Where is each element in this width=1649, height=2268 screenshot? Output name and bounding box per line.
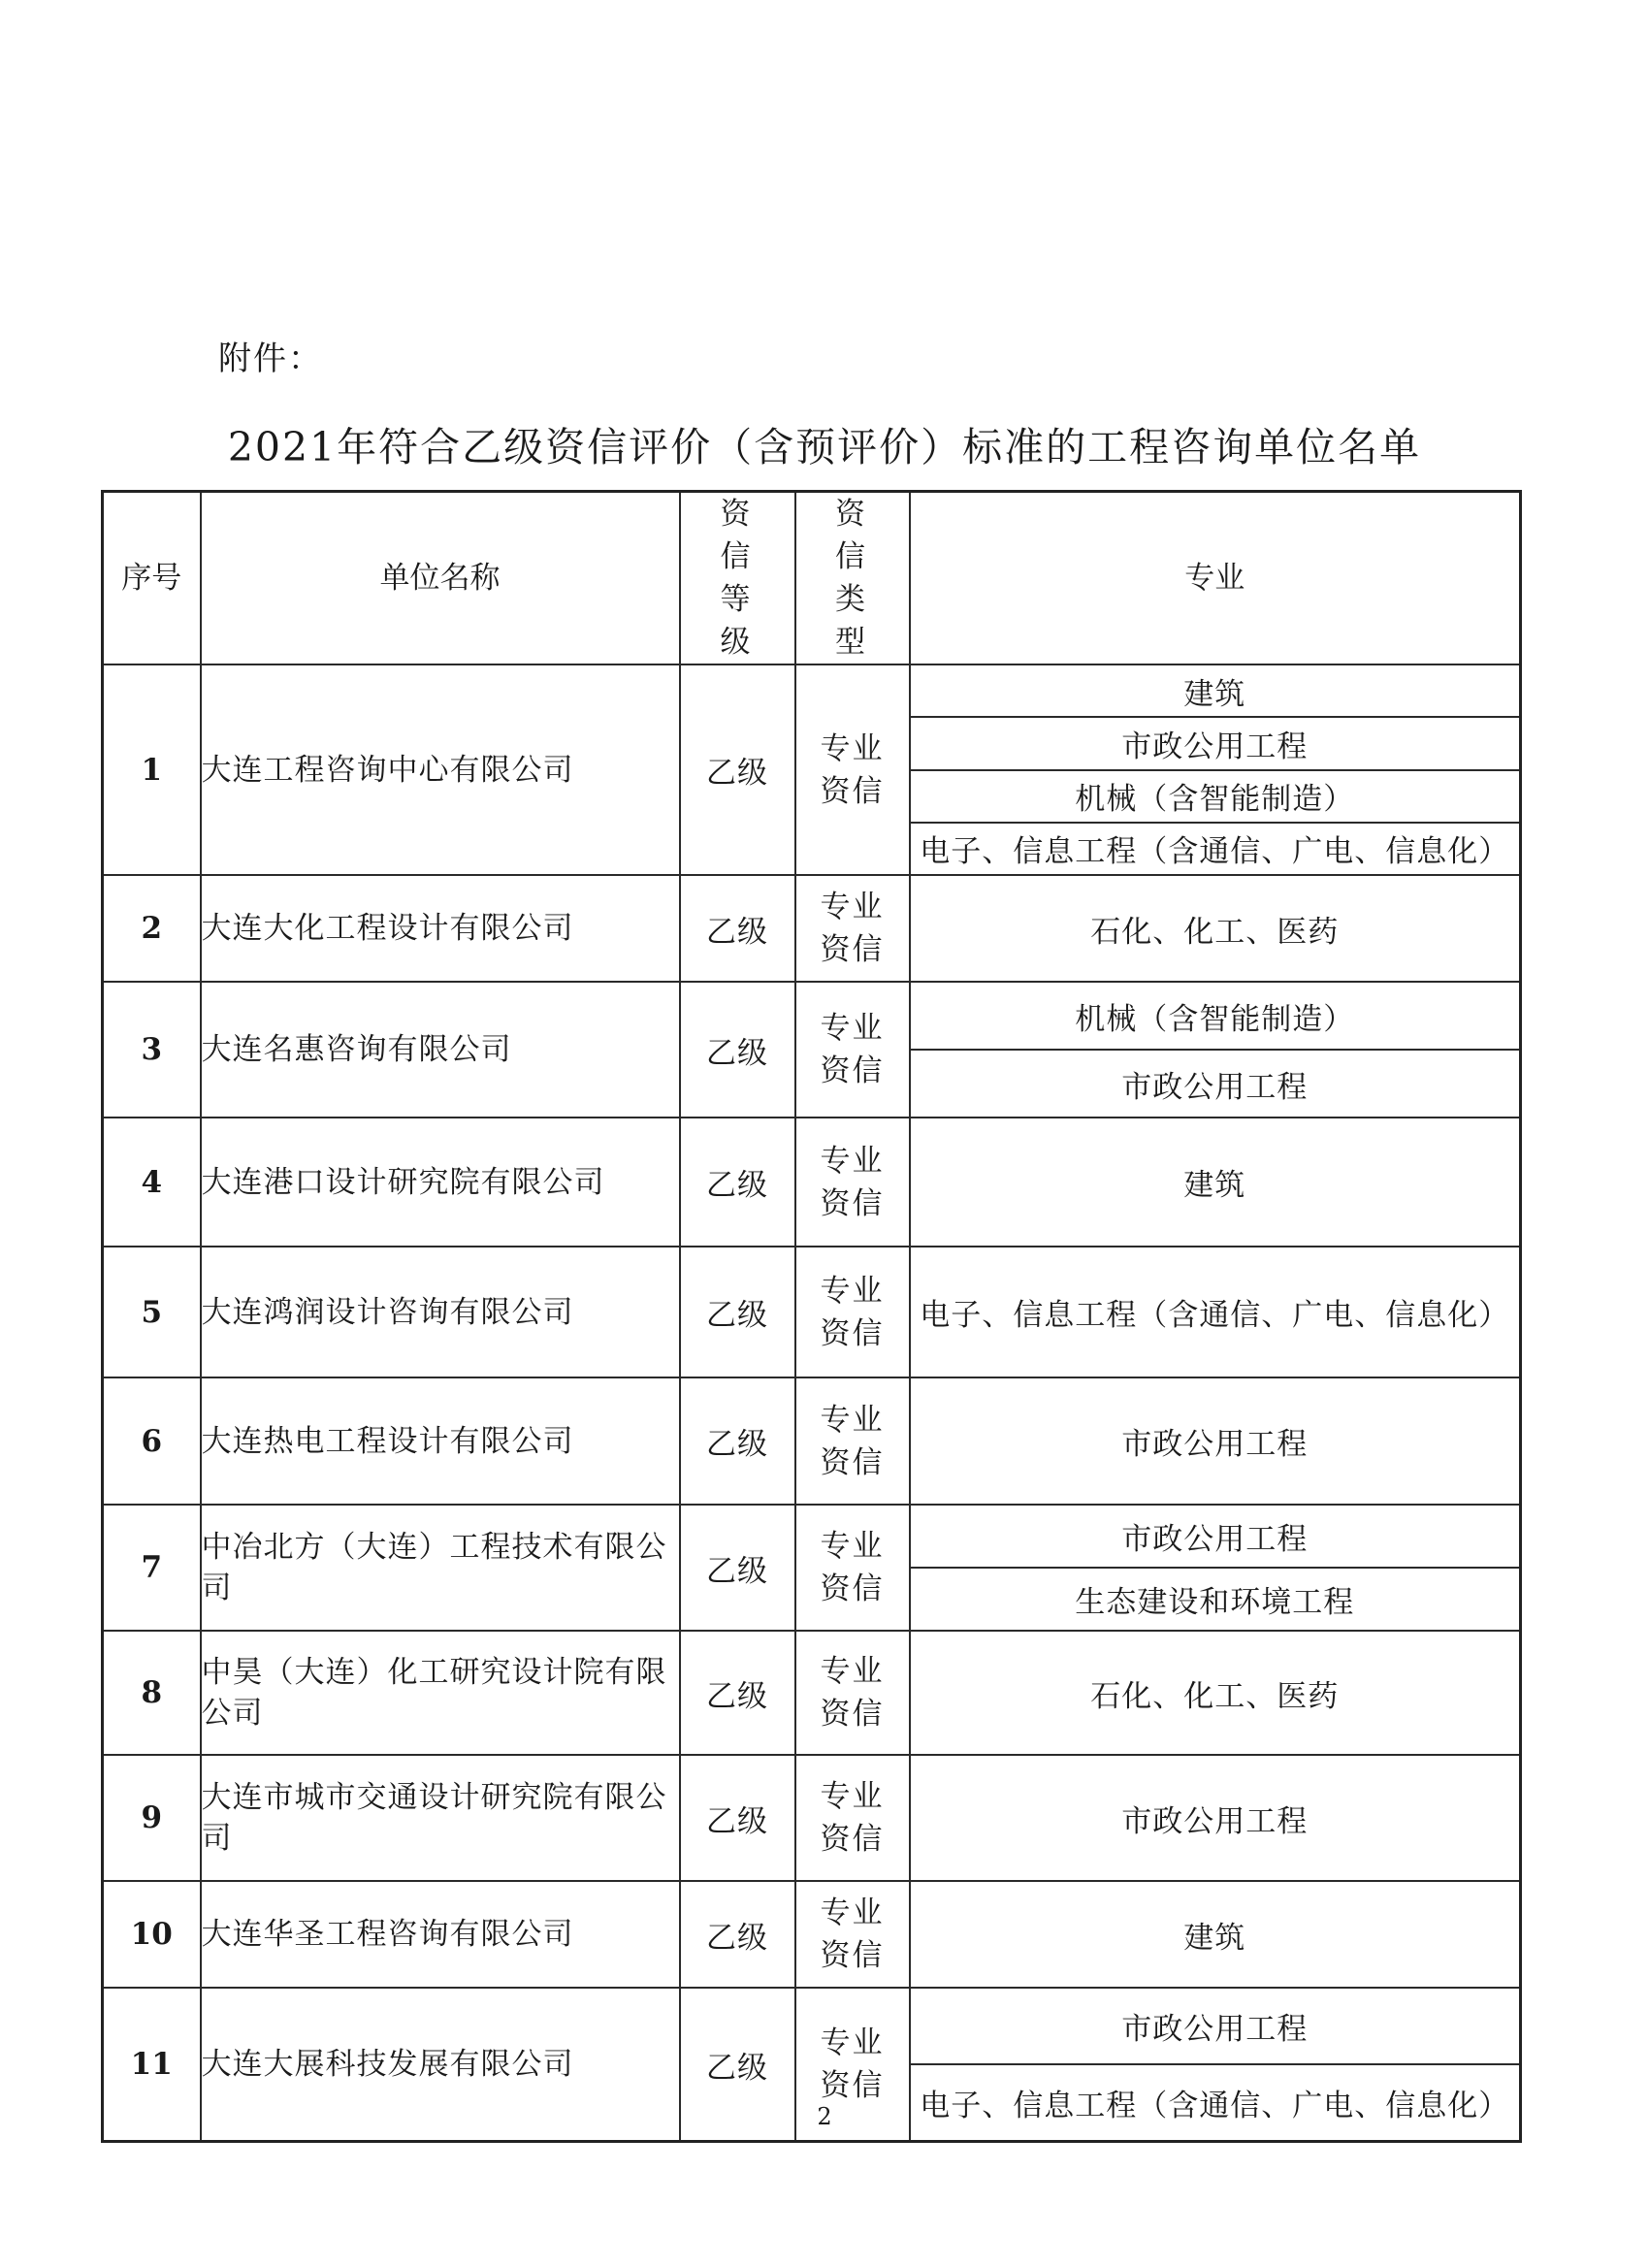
table-row bbox=[103, 1377, 1521, 1505]
credit-level: 乙级 bbox=[680, 1881, 795, 1988]
specialty-cell bbox=[910, 1377, 1521, 1505]
specialty-cell bbox=[910, 1247, 1521, 1377]
row-number: 7 bbox=[103, 1505, 201, 1631]
row-number: 2 bbox=[103, 875, 201, 982]
row-number: 1 bbox=[103, 664, 201, 875]
specialty-item: 电子、信息工程（含通信、广电、信息化） bbox=[911, 2063, 1520, 2140]
credit-type bbox=[795, 664, 910, 875]
company-name: 大连港口设计研究院有限公司 bbox=[201, 1118, 680, 1247]
credit-type-line: 专业 bbox=[820, 1143, 885, 1179]
credit-type-line: 资信 bbox=[820, 773, 885, 809]
table-row bbox=[103, 982, 1521, 1118]
company-name: 中昊（大连）化工研究设计院有限公司 bbox=[201, 1631, 680, 1755]
header-type bbox=[795, 492, 910, 665]
credit-type bbox=[795, 1247, 910, 1377]
table-header-row bbox=[103, 492, 1521, 665]
credit-type-line: 专业 bbox=[820, 1779, 885, 1814]
specialty-item: 市政公用工程 bbox=[1121, 2012, 1309, 2047]
credit-type-line: 资信 bbox=[820, 1444, 885, 1480]
credit-level: 乙级 bbox=[680, 1377, 795, 1505]
credit-type-line: 资信 bbox=[820, 1938, 885, 1973]
specialty-item: 市政公用工程 bbox=[1121, 1522, 1309, 1557]
company-name: 大连工程咨询中心有限公司 bbox=[201, 664, 680, 875]
page-number: 2 bbox=[817, 2103, 832, 2130]
company-name: 大连大化工程设计有限公司 bbox=[201, 875, 680, 982]
credit-type-line: 专业 bbox=[820, 2025, 885, 2060]
credit-type-line: 专业 bbox=[820, 1895, 885, 1930]
company-name: 大连华圣工程咨询有限公司 bbox=[201, 1881, 680, 1988]
table-row bbox=[103, 1118, 1521, 1247]
specialty-item: 电子、信息工程（含通信、广电、信息化） bbox=[911, 822, 1520, 874]
credit-type-line: 资信 bbox=[820, 1697, 885, 1732]
company-name: 大连鸿润设计咨询有限公司 bbox=[201, 1247, 680, 1377]
credit-type bbox=[795, 875, 910, 982]
specialty-item: 市政公用工程 bbox=[911, 1049, 1520, 1117]
header-no: 序号 bbox=[103, 492, 201, 665]
specialty-cell bbox=[910, 1631, 1521, 1755]
credit-type bbox=[795, 982, 910, 1118]
specialty-cell bbox=[910, 664, 1521, 875]
specialty-item: 建筑 bbox=[1183, 1920, 1246, 1956]
row-number: 9 bbox=[103, 1755, 201, 1881]
credit-type-line: 专业 bbox=[820, 890, 885, 924]
company-name: 大连名惠咨询有限公司 bbox=[201, 982, 680, 1118]
table-row bbox=[103, 1881, 1521, 1988]
header-level-line: 等 级 bbox=[720, 582, 764, 660]
table-row bbox=[103, 1247, 1521, 1377]
credit-type-line: 资信 bbox=[820, 932, 885, 967]
credit-level: 乙级 bbox=[680, 1988, 795, 2142]
credit-type bbox=[795, 1631, 910, 1755]
header-name: 单位名称 bbox=[201, 492, 680, 665]
row-number: 3 bbox=[103, 982, 201, 1118]
specialty-item: 生态建设和环境工程 bbox=[911, 1567, 1520, 1630]
specialty-item: 市政公用工程 bbox=[1121, 1803, 1309, 1839]
credit-type-line: 资信 bbox=[820, 1571, 885, 1606]
header-spec: 专业 bbox=[910, 492, 1521, 665]
credit-level: 乙级 bbox=[680, 664, 795, 875]
credit-type bbox=[795, 1881, 910, 1988]
specialty-cell bbox=[910, 1505, 1521, 1631]
credit-level: 乙级 bbox=[680, 1505, 795, 1631]
credit-type-line: 专业 bbox=[820, 1654, 885, 1689]
company-name: 大连热电工程设计有限公司 bbox=[201, 1377, 680, 1505]
specialty-cell bbox=[910, 1755, 1521, 1881]
credit-type-line: 资信 bbox=[820, 1053, 885, 1088]
credit-level: 乙级 bbox=[680, 1247, 795, 1377]
specialty-cell bbox=[910, 1881, 1521, 1988]
credit-type-line: 专业 bbox=[820, 1529, 885, 1564]
credit-type-line: 资信 bbox=[820, 1185, 885, 1221]
company-name: 大连大展科技发展有限公司 bbox=[201, 1988, 680, 2142]
credit-level: 乙级 bbox=[680, 1755, 795, 1881]
credit-type-line: 资信 bbox=[820, 1315, 885, 1351]
attachment-label: 附件： bbox=[218, 340, 323, 378]
credit-level: 乙级 bbox=[680, 875, 795, 982]
credit-type bbox=[795, 1505, 910, 1631]
table-row bbox=[103, 664, 1521, 875]
specialty-item: 机械（含智能制造） bbox=[1075, 1001, 1355, 1037]
credit-level: 乙级 bbox=[680, 982, 795, 1118]
header-level bbox=[680, 492, 795, 665]
specialty-item: 机械（含智能制造） bbox=[911, 769, 1520, 822]
specialty-item: 市政公用工程 bbox=[1121, 1427, 1309, 1462]
company-list-table bbox=[101, 490, 1522, 2143]
credit-type-line: 资信 bbox=[820, 1822, 885, 1857]
specialty-cell bbox=[910, 1118, 1521, 1247]
header-level-line: 资 信 bbox=[720, 497, 764, 574]
specialty-item: 电子、信息工程（含通信、广电、信息化） bbox=[920, 1298, 1510, 1333]
header-type-line: 资 信 bbox=[835, 497, 879, 574]
credit-type-line: 专业 bbox=[820, 730, 885, 766]
credit-level: 乙级 bbox=[680, 1631, 795, 1755]
row-number: 8 bbox=[103, 1631, 201, 1755]
row-number: 4 bbox=[103, 1118, 201, 1247]
credit-type-line: 专业 bbox=[820, 1402, 885, 1438]
document-title: 2021年符合乙级资信评价（含预评价）标准的工程咨询单位名单 bbox=[227, 424, 1422, 470]
specialty-item: 石化、化工、医药 bbox=[1090, 1678, 1340, 1714]
company-name: 大连市城市交通设计研究院有限公司 bbox=[201, 1755, 680, 1881]
credit-type bbox=[795, 1377, 910, 1505]
credit-type-line: 专业 bbox=[820, 1273, 885, 1309]
row-number: 6 bbox=[103, 1377, 201, 1505]
credit-type bbox=[795, 1118, 910, 1247]
specialty-cell bbox=[910, 982, 1521, 1118]
specialty-item: 石化、化工、医药 bbox=[1090, 914, 1340, 950]
specialty-item: 市政公用工程 bbox=[911, 716, 1520, 768]
table-row bbox=[103, 1505, 1521, 1631]
table-row bbox=[103, 875, 1521, 982]
table-row bbox=[103, 1755, 1521, 1881]
specialty-item: 建筑 bbox=[1183, 1168, 1246, 1203]
specialty-item: 建筑 bbox=[1183, 676, 1246, 712]
credit-type bbox=[795, 1755, 910, 1881]
row-number: 11 bbox=[103, 1988, 201, 2142]
company-name: 中冶北方（大连）工程技术有限公司 bbox=[201, 1505, 680, 1631]
table-row bbox=[103, 1631, 1521, 1755]
credit-level: 乙级 bbox=[680, 1118, 795, 1247]
credit-type-line: 专业 bbox=[820, 1011, 885, 1046]
credit-type-line: 资信 bbox=[820, 2068, 885, 2103]
row-number: 10 bbox=[103, 1881, 201, 1988]
specialty-cell bbox=[910, 875, 1521, 982]
header-type-line: 类 型 bbox=[835, 582, 879, 660]
row-number: 5 bbox=[103, 1247, 201, 1377]
